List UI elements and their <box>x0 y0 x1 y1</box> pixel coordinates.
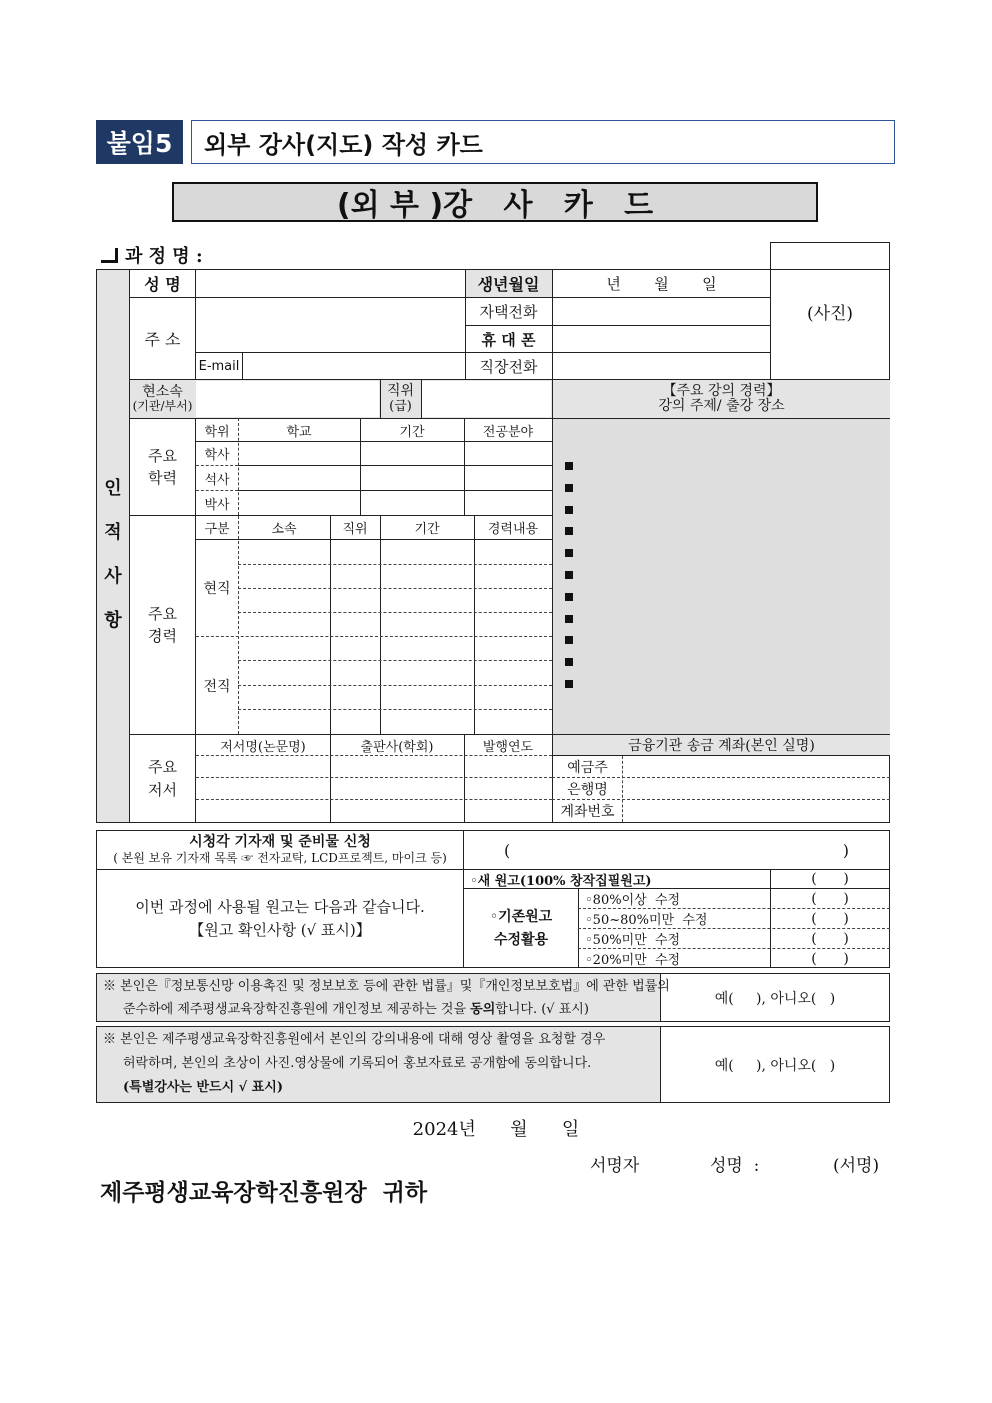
attachment-badge: 붙임5 <box>96 120 183 164</box>
document-header-title-text: 외부 강사(지도) 작성 카드 <box>204 130 483 159</box>
education-label-line: 학력 <box>148 469 177 487</box>
revision-option-label: ◦50~80%미만 수정 <box>585 913 708 928</box>
former-position-label: 전직 <box>203 678 231 695</box>
signer-name-label: 성명 : <box>710 1155 760 1176</box>
revision-option-check[interactable] <box>771 889 889 908</box>
privacy-consent-text-part: 합니다. (√ 표시) <box>495 1002 589 1017</box>
revision-option-label: ◦20%미만 수정 <box>585 953 681 968</box>
name-label: 성 명 <box>144 275 181 294</box>
name-field[interactable] <box>196 271 464 296</box>
check-paren: ( ) <box>811 890 849 907</box>
account-number-label: 계좌번호 <box>560 804 615 820</box>
side-label-char: 인 <box>104 478 122 499</box>
affiliation-label-line: 현소속 <box>142 383 183 400</box>
equipment-request-field[interactable] <box>464 831 889 869</box>
work-phone-label: 직장전화 <box>479 357 538 376</box>
publications-label-line: 주요 <box>148 758 177 776</box>
birth-field[interactable] <box>553 270 770 297</box>
addressee: 제주평생교육장학진흥원장 귀하 <box>100 1178 428 1206</box>
video-consent-line: 허락하며, 본인의 초상이 사진.영상물에 기록되어 홍보자료로 공개함에 동의합니다. <box>123 1056 592 1071</box>
video-consent-line: ※ 본인은 제주평생교육장학진흥원에서 본인의 강의내용에 대해 영상 촬영을 요청할 경우 <box>103 1032 606 1047</box>
birth-value: 년 월 일 <box>606 275 717 293</box>
career-col-header: 직위 <box>342 522 368 537</box>
check-paren: ( ) <box>811 950 849 967</box>
affiliation-label <box>130 380 195 418</box>
work-phone-field[interactable] <box>553 354 769 378</box>
bank-header: 금융기관 송금 계좌(본인 실명) <box>628 738 815 754</box>
privacy-consent-text-part: 준수하에 제주평생교육장학진흥원에 개인정보 제공하는 것을 <box>123 1002 471 1017</box>
affiliation-field[interactable] <box>196 381 379 417</box>
revision-option-label: ◦80%이상 수정 <box>585 893 681 908</box>
pub-col-header: 저서명(논문명) <box>220 739 306 755</box>
revision-option-check[interactable] <box>771 949 889 968</box>
lecture-career-header <box>553 380 890 418</box>
publications-label <box>130 735 195 822</box>
bullet-icon <box>565 615 573 623</box>
account-holder-label: 예금주 <box>567 759 608 776</box>
home-phone-field[interactable] <box>553 299 769 324</box>
edu-col-header: 전공분야 <box>482 424 534 440</box>
lecture-header-line: 강의 주제/ 출강 장소 <box>658 398 785 414</box>
privacy-consent-text <box>103 975 670 1021</box>
bullet-icon <box>565 658 573 666</box>
existing-manuscript-line: ◦기존원고 <box>489 909 553 926</box>
checkbox-square-icon <box>101 248 118 263</box>
video-consent-answer[interactable] <box>661 1027 889 1102</box>
side-label-char: 사 <box>104 566 122 587</box>
new-manuscript-label: ◦새 원고(100% 창작집필원고) <box>470 873 652 889</box>
birth-label: 생년월일 <box>477 275 540 294</box>
position-field[interactable] <box>422 381 551 417</box>
career-label-line: 경력 <box>148 627 177 645</box>
affiliation-label-line: (기관/부서) <box>132 399 193 414</box>
card-title <box>172 182 818 222</box>
address-field[interactable] <box>196 299 464 351</box>
privacy-consent-line: ※ 본인은『정보통신망 이용촉진 및 정보보호 등에 관한 법률』및『개인정보보호법』에 관한 법률의 <box>103 979 670 994</box>
bullet-icon <box>565 593 573 601</box>
privacy-consent-line-2 <box>103 998 659 1021</box>
email-label: E-mail <box>198 358 240 374</box>
signature-label: (서명) <box>833 1155 880 1176</box>
publications-label-line: 저서 <box>148 780 177 799</box>
manuscript-statement-line: 【원고 확인사항 (√ 표시)】 <box>189 921 371 939</box>
career-col-header: 기간 <box>414 522 440 537</box>
current-position-label: 현직 <box>203 581 231 597</box>
existing-manuscript-line: 수정활용 <box>493 931 549 948</box>
career-label-line: 주요 <box>148 604 177 623</box>
career-col-header: 소속 <box>271 522 297 537</box>
equipment-subtitle: ( 본원 보유 기자재 목록 ☞ 전자교탁, LCD프로젝트, 마이크 등) <box>113 851 447 866</box>
privacy-consent-answer-text: 예( ), 아니오( ) <box>714 990 836 1007</box>
revision-option-check[interactable] <box>771 909 889 928</box>
bullet-icon <box>565 636 573 644</box>
document-header-title <box>191 120 895 164</box>
address-label: 주 소 <box>144 330 181 349</box>
position-label <box>380 380 421 418</box>
signer-label: 서명자 <box>590 1155 640 1176</box>
check-paren: ( ) <box>811 910 849 927</box>
career-col-header: 구분 <box>204 522 230 537</box>
existing-manuscript-label <box>464 889 578 968</box>
pub-col-header: 출판사(학회) <box>360 739 434 755</box>
degree-label: 학사 <box>204 448 230 463</box>
photo-label: (사진) <box>806 303 854 324</box>
side-label <box>97 465 129 641</box>
bank-name-label: 은행명 <box>567 781 608 798</box>
education-label <box>130 419 195 515</box>
email-field[interactable] <box>243 354 464 378</box>
video-consent-line: (특별강사는 반드시 √ 표시) <box>123 1080 284 1095</box>
career-col-header: 경력내용 <box>487 522 539 537</box>
bullet-icon <box>565 527 573 535</box>
course-name-label: 과 정 명 : <box>125 246 203 267</box>
equipment-title: 시청각 기자재 및 준비물 신청 <box>189 833 371 850</box>
bullet-icon <box>565 680 573 688</box>
manuscript-statement <box>97 870 463 968</box>
mobile-field[interactable] <box>553 327 769 351</box>
lecture-header-line: 【주요 강의 경력】 <box>662 382 781 399</box>
video-consent-text <box>103 1028 659 1100</box>
bullet-icon <box>565 549 573 557</box>
video-consent-answer-text: 예( ), 아니오( ) <box>714 1057 836 1074</box>
edu-col-header: 학위 <box>204 424 230 440</box>
account-holder-field[interactable] <box>623 757 889 776</box>
account-number-field[interactable] <box>623 801 889 821</box>
bank-name-field[interactable] <box>623 779 889 798</box>
equipment-paren-close: ) <box>842 840 849 860</box>
revision-option-label: ◦50%미만 수정 <box>585 933 681 948</box>
equipment-paren-open: ( <box>504 840 511 860</box>
check-paren: ( ) <box>811 930 849 947</box>
privacy-consent-emphasis: 동의 <box>470 1002 496 1017</box>
career-label <box>130 516 195 734</box>
card-title-text: (외 부 )강 사 카 드 <box>336 188 654 223</box>
date-text: 2024년 월 일 <box>412 1119 580 1140</box>
mobile-label: 휴 대 폰 <box>481 330 536 349</box>
home-phone-label: 자택전화 <box>479 303 538 321</box>
date-line <box>0 1114 992 1142</box>
new-manuscript-check[interactable] <box>771 870 889 888</box>
bullet-icon <box>565 506 573 514</box>
equipment-request-label <box>97 831 463 869</box>
manuscript-statement-line: 이번 과정에 사용될 원고는 다음과 같습니다. <box>135 897 425 916</box>
side-label-char: 적 <box>104 522 122 543</box>
edu-col-header: 기간 <box>399 424 425 440</box>
check-paren: ( ) <box>811 871 849 887</box>
position-label-line: (급) <box>389 398 412 414</box>
position-label-line: 직위 <box>386 383 415 400</box>
bullet-icon <box>565 462 573 470</box>
privacy-consent-answer[interactable] <box>661 974 889 1021</box>
side-label-char: 항 <box>104 610 122 631</box>
education-label-line: 주요 <box>148 446 177 465</box>
degree-label: 박사 <box>204 497 230 513</box>
bullet-icon <box>565 571 573 579</box>
edu-col-header: 학교 <box>286 424 312 440</box>
pub-col-header: 발행연도 <box>482 739 534 755</box>
revision-option-check[interactable] <box>771 929 889 948</box>
bullet-icon <box>565 484 573 492</box>
degree-label: 석사 <box>204 472 230 488</box>
